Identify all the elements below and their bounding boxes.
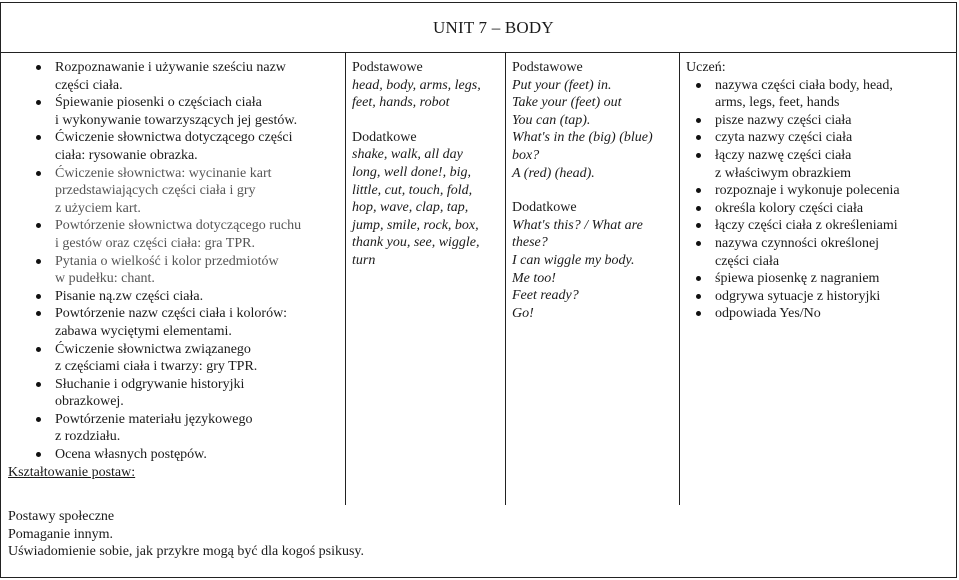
structure-basic-line: Put your (feet) in. — [512, 77, 612, 93]
vocabulary-extra-line: turn — [352, 252, 376, 268]
social-postures-heading: Postawy społeczne — [8, 509, 115, 524]
activity-text: z rozdziału. — [55, 429, 121, 445]
vocabulary-extra-line: long, well done!, big, — [352, 164, 471, 180]
activity-item — [28, 411, 343, 446]
activity-item — [28, 341, 343, 376]
outcome-text: nazywa czynności określonej — [715, 235, 880, 251]
outcome-text: części ciała — [715, 253, 780, 269]
activity-text: Ocena własnych postępów. — [55, 447, 207, 463]
structure-extra-line: What's this? / What are — [512, 217, 643, 233]
activity-item — [28, 129, 343, 164]
outcome-text: nazywa części ciała body, head, — [715, 77, 893, 93]
activity-text: z częściami ciała i twarzy: gry TPR. — [55, 359, 258, 375]
structure-basic-line: You can (tap). — [512, 112, 591, 128]
vocabulary-extra-line: jump, smile, rock, box, — [352, 217, 479, 233]
vocabulary-basic-heading: Podstawowe — [352, 60, 423, 75]
social-postures-block — [8, 508, 608, 561]
outcome-item — [688, 288, 954, 306]
activity-text: i gestów oraz części ciała: gra TPR. — [55, 235, 255, 251]
outcome-text: odgrywa sytuacje z historyjki — [715, 288, 881, 304]
outcome-text: rozpoznaje i wykonuje polecenia — [715, 183, 900, 199]
activity-text: Powtórzenie materiału językowego — [55, 411, 253, 427]
structure-basic-line: Take your (feet) out — [512, 95, 622, 111]
activity-item — [28, 253, 343, 288]
outcome-item — [688, 270, 954, 288]
activity-text: części ciała. — [55, 77, 123, 93]
vocabulary-basic-line: head, body, arms, legs, — [352, 77, 481, 93]
activity-item — [28, 165, 343, 218]
structure-basic-line: A (red) (head). — [512, 165, 595, 181]
postures-heading: Kształtowanie postaw: — [8, 464, 136, 480]
activity-item — [28, 376, 343, 411]
outcome-text: łączy części ciała z określeniami — [715, 218, 898, 234]
outcome-text: śpiewa piosenkę z nagraniem — [715, 271, 880, 287]
column-divider-1 — [345, 52, 346, 505]
outcome-text: arms, legs, feet, hands — [715, 95, 840, 111]
structures-extra-list — [512, 217, 678, 323]
outcome-text: łączy nazwę części ciała — [715, 147, 852, 163]
structure-extra-line: Feet ready? — [512, 288, 579, 304]
column-divider-2 — [505, 52, 506, 505]
outcomes-column — [686, 59, 954, 323]
structures-basic-list — [512, 77, 678, 183]
structure-extra-line: I can wiggle my body. — [512, 252, 635, 268]
activity-item — [28, 288, 343, 306]
outcome-item — [688, 129, 954, 147]
outcomes-list — [688, 77, 954, 323]
activity-item — [28, 59, 343, 94]
vocabulary-extra-list — [352, 146, 504, 269]
structure-extra-line: Go! — [512, 305, 534, 321]
vocabulary-basic-list — [352, 77, 504, 112]
outcome-text: odpowiada Yes/No — [715, 306, 821, 322]
activity-text: Ćwiczenie słownictwa: wycinanie kart — [55, 165, 272, 181]
structure-extra-line: Me too! — [512, 270, 556, 286]
table-left-border — [0, 2, 1, 578]
activity-text: Śpiewanie piosenki o częściach ciała — [55, 95, 262, 111]
outcome-text: określa kolory części ciała — [715, 200, 864, 216]
vocabulary-extra-line: shake, walk, all day — [352, 147, 463, 163]
activity-text: Pytania o wielkość i kolor przedmiotów — [55, 253, 279, 269]
structure-extra-line: these? — [512, 235, 548, 251]
activity-text: zabawa wyciętymi elementami. — [55, 323, 232, 339]
outcome-text: pisze nazwy części ciała — [715, 112, 852, 128]
outcome-text: z właściwym obrazkiem — [715, 165, 852, 181]
header-bottom-border — [0, 52, 957, 53]
outcome-text: czyta nazwy części ciała — [715, 130, 853, 146]
activity-text: obrazkowej. — [55, 394, 124, 410]
structure-basic-line: box? — [512, 147, 540, 163]
activity-item — [28, 446, 343, 464]
outcome-item — [688, 305, 954, 323]
activity-text: i wykonywanie towarzyszących jej gestów. — [55, 112, 298, 128]
activity-item — [28, 217, 343, 252]
vocabulary-extra-heading: Dodatkowe — [352, 129, 417, 145]
outcome-item — [688, 200, 954, 218]
outcome-item — [688, 182, 954, 200]
activity-text: z użyciem kart. — [55, 200, 141, 216]
structure-basic-line: What's in the (big) (blue) — [512, 130, 653, 146]
activity-text: Powtórzenie nazw części ciała i kolorów: — [55, 306, 288, 322]
activity-text: w pudełku: chant. — [55, 271, 155, 287]
activity-text: przedstawiających części ciała i gry — [55, 183, 256, 199]
outcome-item — [688, 217, 954, 235]
activity-text: Słuchanie i odgrywanie historyjki — [55, 376, 245, 392]
structures-column — [512, 59, 678, 322]
social-postures-line-2: Uświadomienie sobie, jak przykre mogą być dla kogoś psikusy. — [8, 544, 365, 560]
activity-item — [28, 305, 343, 340]
vocabulary-basic-line: feet, hands, robot — [352, 95, 450, 111]
activity-text: Rozpoznawanie i używanie sześciu nazw — [55, 60, 286, 75]
activity-text: ciała: rysowanie obrazka. — [55, 147, 198, 163]
social-postures-line-1: Pomaganie innym. — [8, 526, 113, 542]
table-right-border — [956, 2, 957, 578]
outcome-item — [688, 235, 954, 270]
outcomes-heading: Uczeń: — [686, 60, 726, 75]
vocabulary-extra-line: hop, wave, clap, tap, — [352, 200, 469, 216]
column-divider-3 — [679, 52, 680, 505]
unit-title: UNIT 7 – BODY — [433, 18, 554, 37]
outcome-item — [688, 112, 954, 130]
activity-text: Ćwiczenie słownictwa dotyczącego części — [55, 130, 293, 146]
vocabulary-extra-line: thank you, see, wiggle, — [352, 235, 480, 251]
activity-text: Powtórzenie słownictwa dotyczącego ruchu — [55, 218, 302, 234]
table-top-border — [0, 2, 957, 3]
outcome-item — [688, 77, 954, 112]
structures-extra-heading: Dodatkowe — [512, 200, 577, 216]
vocabulary-column — [352, 59, 504, 270]
activities-list — [28, 59, 343, 464]
activity-item — [28, 94, 343, 129]
outcome-item — [688, 147, 954, 182]
activities-column — [8, 59, 343, 481]
vocabulary-extra-line: little, cut, touch, fold, — [352, 182, 473, 198]
table-bottom-border — [0, 577, 957, 578]
activity-text: Pisanie ną.zw części ciała. — [55, 288, 204, 304]
structures-basic-heading: Podstawowe — [512, 60, 583, 75]
activity-text: Ćwiczenie słownictwa związanego — [55, 341, 251, 357]
